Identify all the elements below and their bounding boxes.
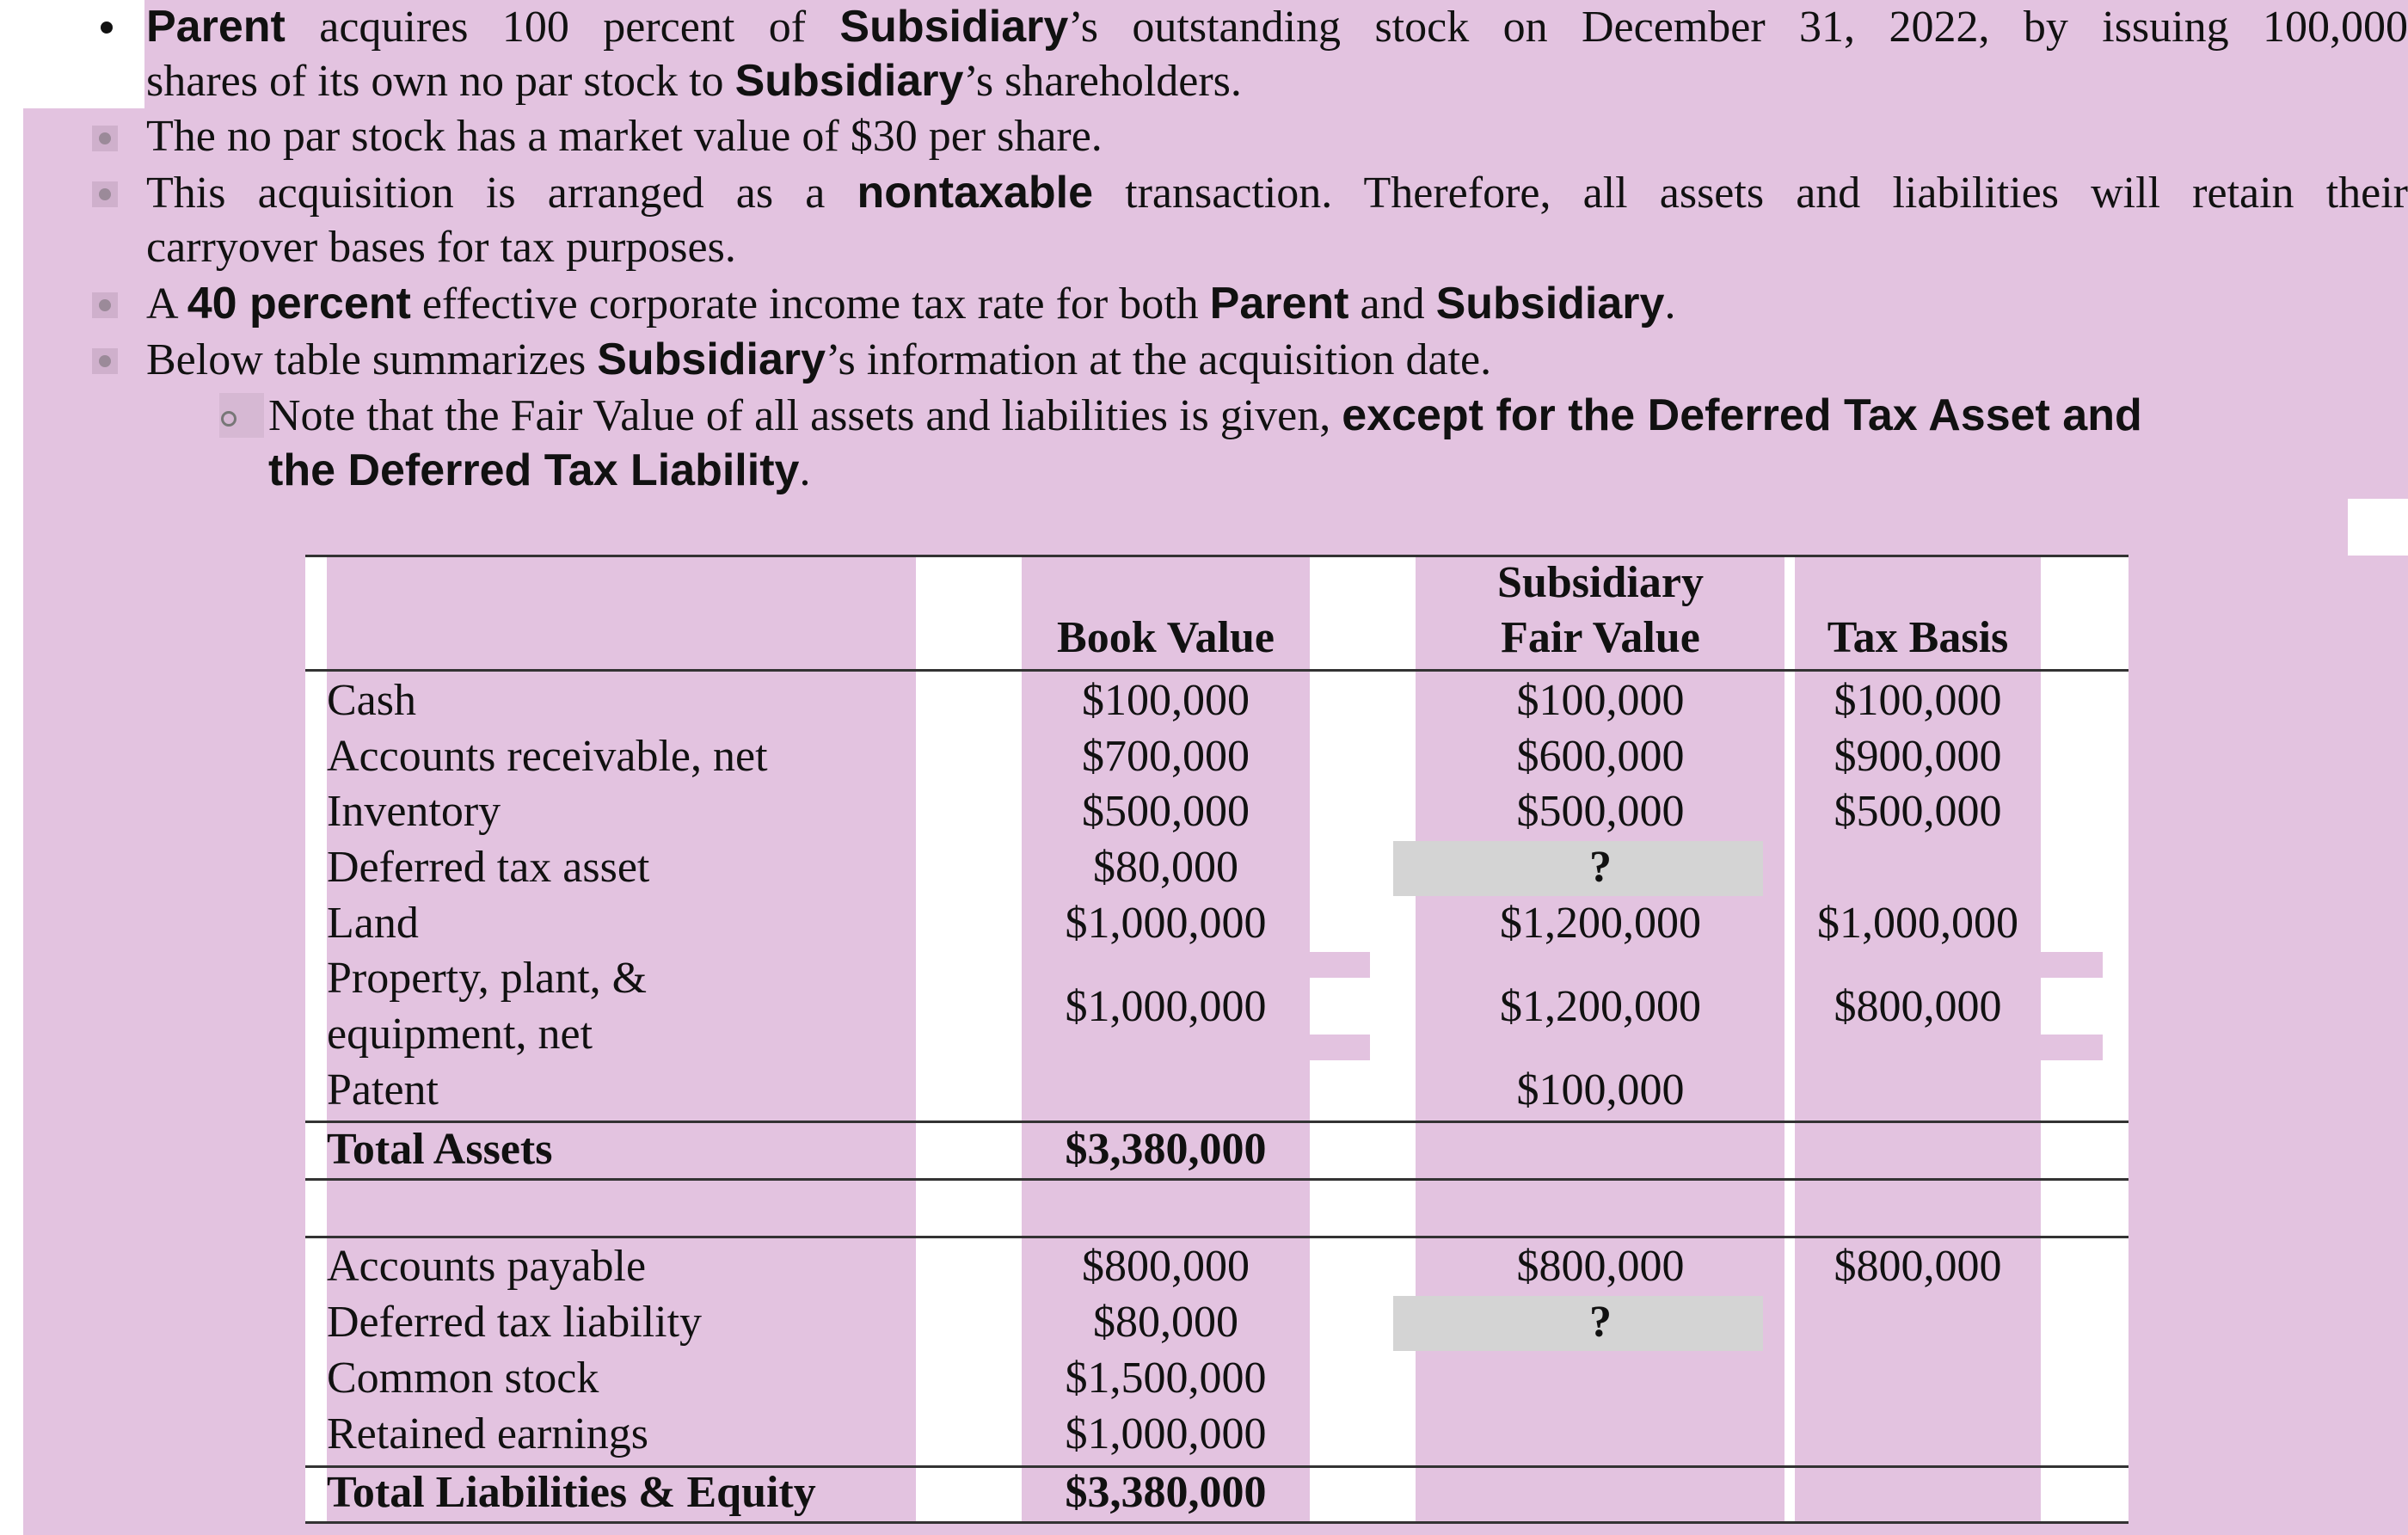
common-stock-book: $1,500,000 <box>1065 1354 1267 1403</box>
retained-earnings-book: $1,000,000 <box>1065 1409 1267 1458</box>
header-rule <box>305 669 2128 672</box>
land-book: $1,000,000 <box>1065 899 1267 948</box>
ppe-fair: $1,200,000 <box>1500 982 1701 1031</box>
inventory-tax: $500,000 <box>1834 787 2002 836</box>
row-label-total-liab-equity: Total Liabilities & Equity <box>327 1468 816 1517</box>
cash-tax: $100,000 <box>1834 676 2002 725</box>
tick-mark <box>2041 1035 2103 1060</box>
row-label-dtl: Deferred tax liability <box>327 1298 703 1347</box>
tick-mark <box>2041 952 2103 978</box>
intro-line-2: shares of its own no par stock to Subsidiary’s shareholders. <box>146 56 1242 106</box>
margin-notch <box>2348 499 2408 556</box>
ap-book: $800,000 <box>1082 1242 1250 1291</box>
bullet-dot <box>101 21 113 34</box>
row-label-inventory: Inventory <box>327 787 501 836</box>
header-fair-value: Fair Value <box>1501 613 1700 662</box>
row-label-ap: Accounts payable <box>327 1242 647 1291</box>
row-label-land: Land <box>327 899 419 948</box>
ar-fair: $600,000 <box>1516 732 1685 781</box>
row-label-ppe-2: equipment, net <box>327 1010 593 1059</box>
dta-book: $80,000 <box>1093 843 1238 892</box>
note-line-1: Note that the Fair Value of all assets and liabilities is given, except for the Deferred Tax Asset and <box>268 390 2142 440</box>
col-strip <box>1784 555 1795 1524</box>
total-assets-book: $3,380,000 <box>1065 1125 1267 1174</box>
tick-mark <box>1674 1035 1769 1060</box>
tax-rate-text: A 40 percent effective corporate income tax rate for both Parent and Subsidiary. <box>146 279 1676 328</box>
bullet-dot <box>99 299 111 311</box>
dtl-book: $80,000 <box>1093 1298 1238 1347</box>
cash-book: $100,000 <box>1082 676 1250 725</box>
row-label-total-assets: Total Assets <box>327 1125 553 1174</box>
market-value-text: The no par stock has a market value of $30 per share. <box>146 112 1103 161</box>
ppe-tax: $800,000 <box>1834 982 2002 1031</box>
cash-fair: $100,000 <box>1516 676 1685 725</box>
note-line-2: the Deferred Tax Liability. <box>268 445 811 495</box>
header-book-value: Book Value <box>1057 613 1275 662</box>
ar-book: $700,000 <box>1082 732 1250 781</box>
intro-line-1: Parent acquires 100 percent of Subsidiary’s outstanding stock on December 31, 2022, by issuing 100,000 <box>146 2 2408 52</box>
total-liab-equity-book: $3,380,000 <box>1065 1468 1267 1517</box>
col-strip <box>916 555 1022 1524</box>
header-subsidiary: Subsidiary <box>1497 558 1704 607</box>
land-tax: $1,000,000 <box>1817 899 2018 948</box>
dta-fair: ? <box>1589 843 1612 892</box>
patent-fair: $100,000 <box>1516 1065 1685 1114</box>
ar-tax: $900,000 <box>1834 732 2002 781</box>
row-label-common-stock: Common stock <box>327 1354 599 1403</box>
nontaxable-line-1: This acquisition is arranged as a nontaxable transaction. Therefore, all assets and liabilities will retain their <box>146 168 2408 218</box>
bullet-dot <box>99 188 111 200</box>
bullet-dot <box>99 355 111 367</box>
total-assets-rule-bottom <box>305 1178 2128 1181</box>
row-label-patent: Patent <box>327 1065 439 1114</box>
circle-bullet-icon <box>221 411 236 427</box>
ap-fair: $800,000 <box>1516 1242 1685 1291</box>
total-liab-rule-bottom <box>305 1521 2128 1524</box>
row-label-dta: Deferred tax asset <box>327 843 650 892</box>
row-label-ar: Accounts receivable, net <box>327 732 768 781</box>
nontaxable-line-2: carryover bases for tax purposes. <box>146 223 736 272</box>
summary-text: Below table summarizes Subsidiary’s information at the acquisition date. <box>146 335 1492 384</box>
tick-mark <box>1310 952 1370 978</box>
land-fair: $1,200,000 <box>1500 899 1701 948</box>
table-rule-top <box>305 555 2128 557</box>
tick-mark <box>1674 952 1769 978</box>
inventory-book: $500,000 <box>1082 787 1250 836</box>
dtl-fair: ? <box>1589 1298 1612 1347</box>
bullet-dot <box>99 132 111 144</box>
liab-section-rule <box>305 1236 2128 1238</box>
row-label-retained-earnings: Retained earnings <box>327 1409 648 1458</box>
acquisition-table <box>305 555 2128 1524</box>
inventory-fair: $500,000 <box>1516 787 1685 836</box>
tick-mark <box>1310 1035 1370 1060</box>
ap-tax: $800,000 <box>1834 1242 2002 1291</box>
col-strip <box>305 555 327 1524</box>
row-label-cash: Cash <box>327 676 416 725</box>
header-tax-basis: Tax Basis <box>1827 613 2009 662</box>
row-label-ppe-1: Property, plant, & <box>327 954 648 1003</box>
ppe-book: $1,000,000 <box>1065 982 1267 1031</box>
